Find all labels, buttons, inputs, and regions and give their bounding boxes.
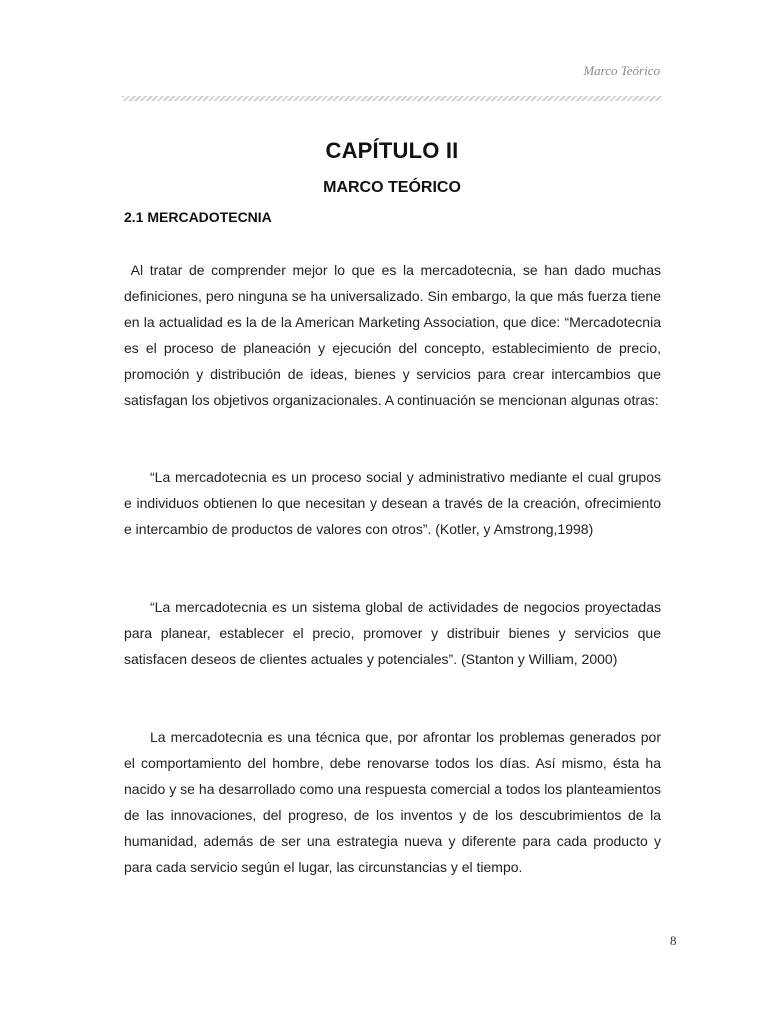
paragraph-intro: Al tratar de comprender mejor lo que es la mercadotecnia, se han dado muchas definiciones, pero ninguna se ha universalizado. Sin embargo, la que más fuerza tiene en la actualidad es la de la American Marketing Association, que dice: “Mercadotecnia es el proceso de planeación y ejecución del concepto, establecimiento de precio, promoción y distribución de ideas, bienes y servicios para crear intercambios que satisfagan los objetivos organizacionales. A continuación se mencionan algunas otras: <box>124 262 665 408</box>
page-number: 8 <box>670 933 677 948</box>
running-header: Marco Teórico <box>583 63 660 78</box>
header-divider <box>122 96 662 101</box>
section-heading: 2.1 MERCADOTECNIA <box>124 209 272 225</box>
paragraph-kotler-quote: “La mercadotecnia es un proceso social y administrativo mediante el cual grupos e individuos obtienen lo que necesitan y desean a través de la creación, ofrecimiento e intercambio de productos de valores con otros”. (Kotler, y Amstrong,1998) <box>124 469 661 537</box>
chapter-subtitle: MARCO TEÓRICO <box>323 179 461 196</box>
chapter-title: CAPÍTULO II <box>325 138 459 163</box>
paragraph-technique: La mercadotecnia es una técnica que, por afrontar los problemas generados por el comportamiento del hombre, debe renovarse todos los días. Así mismo, ésta ha nacido y se ha desarrollado como una respuesta comercial a todos los planteamientos de las innovaciones, del progreso, de los inventos y de los descubrimientos de la humanidad, además de ser una estrategia nueva y diferente para cada producto y para cada servicio según el lugar, las circunstancias y el tiempo. <box>124 729 661 875</box>
paragraph-stanton-quote: “La mercadotecnia es un sistema global de actividades de negocios proyectadas para planear, establecer el precio, promover y distribuir bienes y servicios que satisfacen deseos de clientes actuales y potenciales”. (Stanton y William, 2000) <box>124 599 661 667</box>
